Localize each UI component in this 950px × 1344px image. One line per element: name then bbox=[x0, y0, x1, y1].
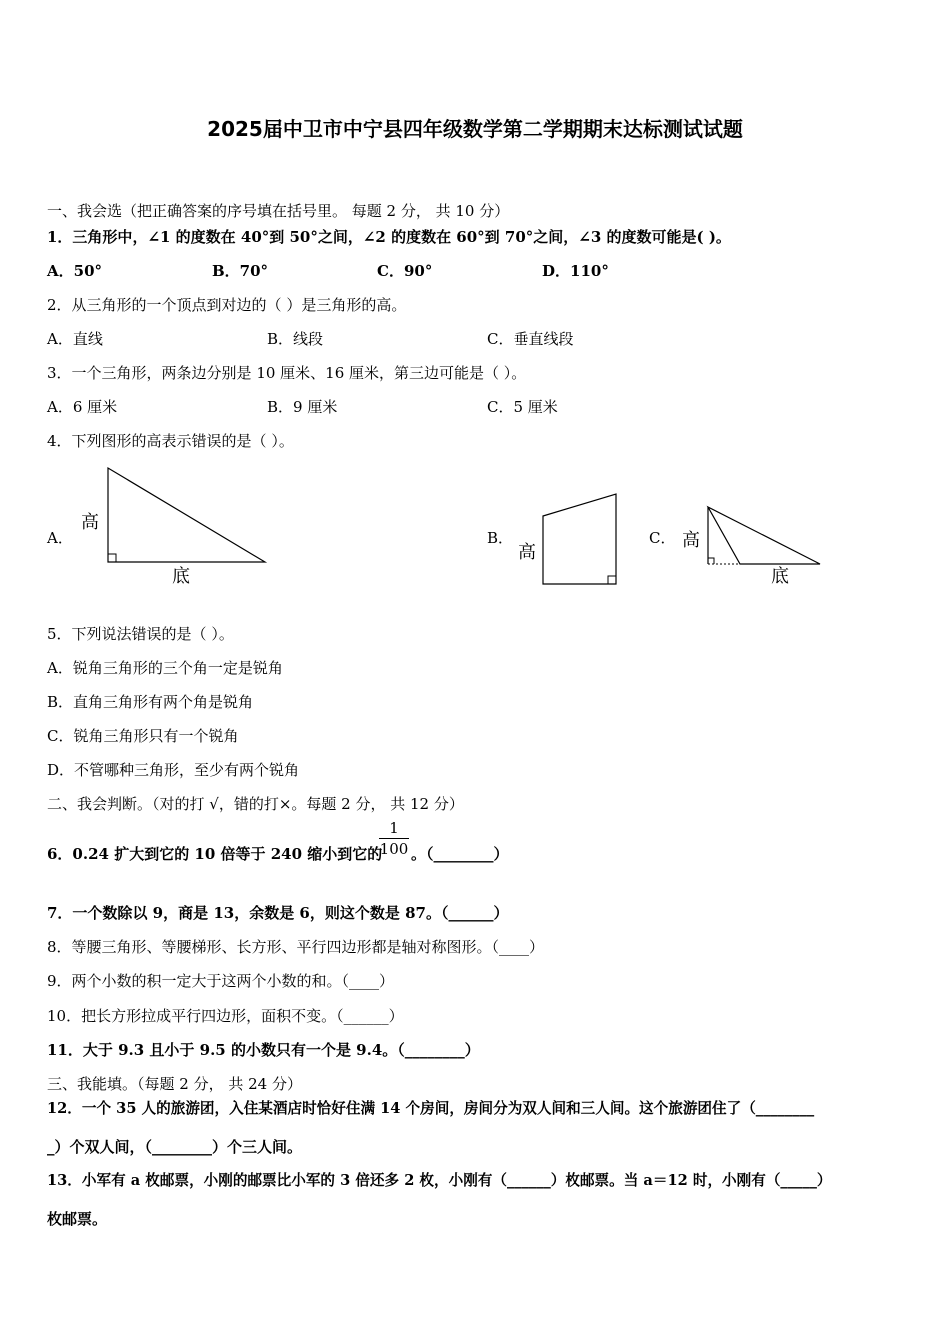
question-11: 11．大于 9.3 且小于 9.5 的小数只有一个是 9.4。（________） bbox=[47, 1041, 480, 1059]
question-3: 3．一个三角形，两条边分别是 10 厘米、16 厘米，第三边可能是（ ）。 bbox=[47, 364, 527, 382]
question-6-blank: 。（________） bbox=[411, 845, 509, 863]
question-10: 10．把长方形拉成平行四边形，面积不变。（______） bbox=[47, 1007, 404, 1025]
q3-option-a: A．6 厘米 bbox=[47, 398, 118, 416]
question-13-line1: 13．小军有 a 枚邮票，小刚的邮票比小军的 3 倍还多 2 枚，小刚有（______）枚邮票。当 a＝12 时，小刚有（_____） bbox=[47, 1172, 832, 1189]
section3-heading: 三、我能填。（每题 2 分， 共 24 分） bbox=[47, 1075, 302, 1093]
page-title: 2025届中卫市中宁县四年级数学第二学期期末达标测试试题 bbox=[207, 117, 743, 141]
question-2: 2．从三角形的一个顶点到对边的（ ）是三角形的高。 bbox=[47, 296, 407, 314]
q6-fraction-numerator: 1 bbox=[389, 819, 399, 837]
q6-fraction-denominator: 100 bbox=[379, 840, 409, 858]
q4-figure-b bbox=[512, 488, 622, 590]
q3-option-b: B．9 厘米 bbox=[267, 398, 338, 416]
q4-figure-a bbox=[75, 462, 275, 588]
question-9: 9．两个小数的积一定大于这两个小数的和。（____） bbox=[47, 972, 395, 990]
q1-option-a: A．50° bbox=[47, 262, 103, 280]
q4-option-a: A． bbox=[47, 529, 73, 547]
q5-option-d: D．不管哪种三角形，至少有两个锐角 bbox=[47, 761, 300, 779]
q1-option-b: B．70° bbox=[212, 262, 269, 280]
q5-option-b: B．直角三角形有两个角是锐角 bbox=[47, 693, 254, 711]
question-1: 1．三角形中，∠1 的度数在 40°到 50°之间，∠2 的度数在 60°到 70°之间，∠3 的度数可能是( )。 bbox=[47, 228, 731, 246]
question-6-text: 6．0.24 扩大到它的 10 倍等于 240 缩小到它的 bbox=[47, 845, 383, 863]
question-13-line2: 枚邮票。 bbox=[47, 1210, 108, 1228]
q4-figure-c bbox=[680, 500, 830, 592]
q2-option-a: A．直线 bbox=[47, 330, 103, 348]
question-8: 8．等腰三角形、等腰梯形、长方形、平行四边形都是轴对称图形。（____） bbox=[47, 938, 545, 956]
section1-heading: 一、我会选（把正确答案的序号填在括号里。 每题 2 分， 共 10 分） bbox=[47, 202, 510, 220]
q4b-height-label: 高 bbox=[518, 542, 536, 563]
q4-option-c: C． bbox=[649, 529, 676, 547]
q4c-base-label: 底 bbox=[771, 566, 789, 587]
question-4: 4．下列图形的高表示错误的是（ ）。 bbox=[47, 432, 294, 450]
question-12-line2: _）个双人间，（________）个三人间。 bbox=[47, 1138, 303, 1156]
q2-option-b: B．线段 bbox=[267, 330, 324, 348]
q4-option-b: B． bbox=[487, 529, 514, 547]
question-12-line1: 12．一个 35 人的旅游团，入住某酒店时恰好住满 14 个房间，房间分为双人间和三人间。这个旅游团住了（________ bbox=[47, 1100, 815, 1117]
q4a-base-label: 底 bbox=[172, 566, 190, 587]
q6-fraction bbox=[379, 819, 409, 858]
q1-option-d: D．110° bbox=[542, 262, 609, 280]
q4a-height-label: 高 bbox=[81, 512, 99, 533]
q5-option-a: A．锐角三角形的三个角一定是锐角 bbox=[47, 659, 283, 677]
question-5: 5．下列说法错误的是（ ）。 bbox=[47, 625, 234, 643]
q2-option-c: C．垂直线段 bbox=[487, 330, 574, 348]
q3-option-c: C．5 厘米 bbox=[487, 398, 558, 416]
section2-heading: 二、我会判断。（对的打 √，错的打×。每题 2 分， 共 12 分） bbox=[47, 795, 464, 813]
q4c-height-label: 高 bbox=[682, 530, 700, 551]
q5-option-c: C．锐角三角形只有一个锐角 bbox=[47, 727, 239, 745]
q1-option-c: C．90° bbox=[377, 262, 433, 280]
question-7: 7．一个数除以 9，商是 13，余数是 6，则这个数是 87。（______） bbox=[47, 904, 509, 922]
